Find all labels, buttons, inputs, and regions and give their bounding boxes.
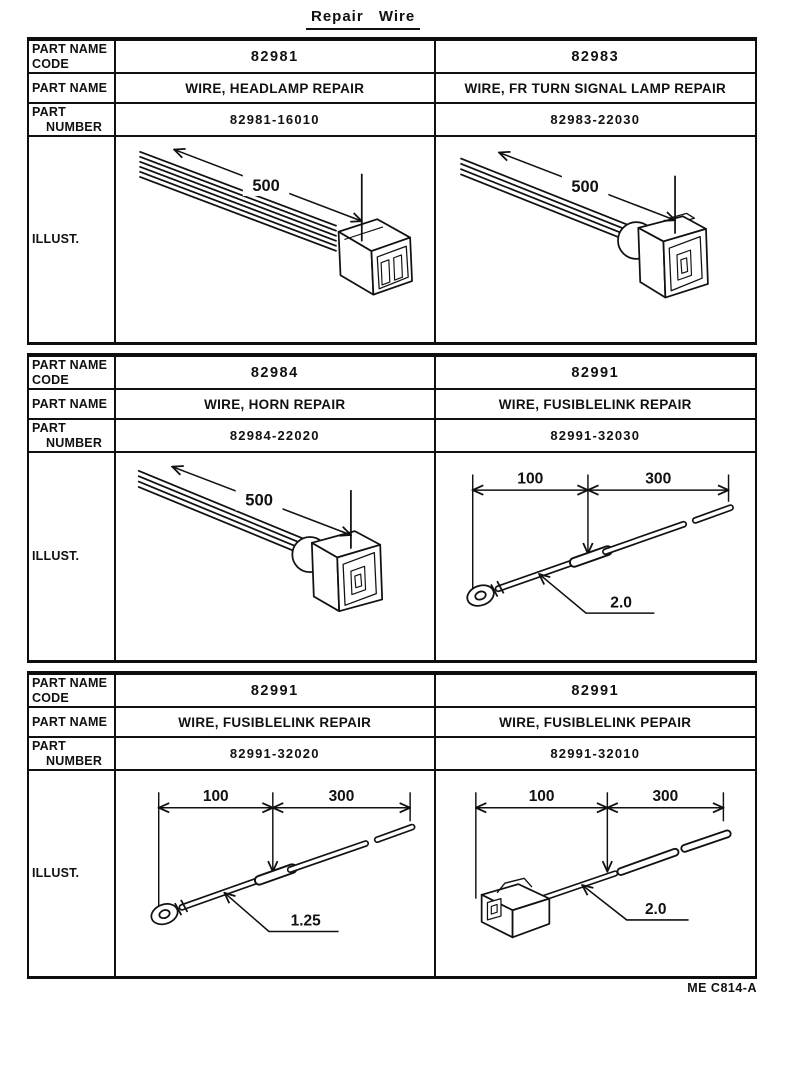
dimension-lines [475,788,723,808]
wire-drawing-headlamp [116,137,434,342]
connector [339,219,412,294]
dimension-lines [159,788,410,808]
gauge-leader [539,574,654,613]
wire-drawing-fusiblelink [436,453,756,660]
connector [481,878,549,937]
row-label-part-name-code [29,41,116,74]
dim-label-100: 100 [516,470,543,488]
row-label-part-name [29,708,116,738]
illustration-82981 [116,137,436,342]
part-name-code-82991-right: 82991 [436,675,756,708]
row-label-part-number [29,738,116,771]
part-number-82991-32020: 82991-32020 [116,738,436,771]
row-label-part-name-code [29,357,116,390]
dim-label-100: 100 [528,787,555,805]
row-label-line: PART [32,420,66,435]
wire-rod [498,508,730,589]
part-name-code-82984: 82984 [116,357,436,390]
row-label-line: PART NAME [32,396,108,411]
illustration-82983 [436,137,756,342]
part-number-82984-22020: 82984-22020 [116,420,436,453]
row-label-part-number [29,420,116,453]
row-label-line: CODE [32,691,69,705]
gauge-label: 2.0 [609,594,632,612]
dim-label-300: 300 [644,470,671,488]
row-label-line: PART [32,104,66,119]
row-label-line: PART [32,738,66,753]
illustration-82991-32030 [436,453,756,660]
part-name-fusiblelink-left: WIRE, FUSIBLELINK REPAIR [116,708,436,738]
gauge-label: 2.0 [644,901,666,919]
dimension-lines [472,470,728,490]
wire-drawing-fusiblelink-125 [116,771,434,976]
gauge-leader [224,893,338,932]
wire-drawing-turn-signal [436,137,756,342]
wire-rod [541,834,727,899]
drawing-code: ME C814-A [687,981,757,995]
gauge-label: 1.25 [290,912,321,930]
dim-label-300: 300 [651,787,678,805]
connector [617,213,707,297]
part-name-fusiblelink-right: WIRE, FUSIBLELINK PEPAIR [436,708,756,738]
ring-terminal [464,579,505,610]
row-label-line: PART NAME [32,676,108,690]
row-label-line: PART NAME [32,42,108,56]
page-title: Repair Wire [306,8,420,30]
extension-lines [159,792,410,910]
illustration-82991-32020 [116,771,436,976]
parts-table-2 [27,353,757,663]
row-label-line: PART NAME [32,80,108,95]
dim-label-500: 500 [245,490,273,510]
part-number-82991-32010: 82991-32010 [436,738,756,771]
dim-label-100: 100 [202,787,229,805]
part-name-code-82991: 82991 [436,357,756,390]
row-label-line: NUMBER [46,119,103,134]
part-name-horn: WIRE, HORN REPAIR [116,390,436,420]
part-name-headlamp: WIRE, HEADLAMP REPAIR [116,74,436,104]
dimension-500 [499,152,675,233]
ring-terminal [148,897,188,927]
wire-bundle [139,152,336,252]
wire-drawing-fusiblelink-plug [436,771,756,976]
illustration-82984 [116,453,436,660]
row-label-line: ILLUST. [32,866,80,880]
row-label-part-name [29,74,116,104]
row-label-line: CODE [32,57,69,71]
wire-drawing-horn [116,453,434,660]
row-label-illust [29,453,116,660]
part-name-fusiblelink: WIRE, FUSIBLELINK REPAIR [436,390,756,420]
part-number-82991-32030: 82991-32030 [436,420,756,453]
part-name-code-82991-left: 82991 [116,675,436,708]
part-name-turn-signal: WIRE, FR TURN SIGNAL LAMP REPAIR [436,74,756,104]
row-label-line: NUMBER [46,435,103,450]
dim-label-500: 500 [252,177,280,196]
row-label-illust [29,771,116,976]
part-number-82981-16010: 82981-16010 [116,104,436,137]
row-label-line: PART NAME [32,358,108,372]
parts-table-3 [27,671,757,979]
row-label-line: ILLUST. [32,232,80,246]
row-label-line: CODE [32,373,69,387]
wire-bundle [138,471,304,555]
row-label-line: NUMBER [46,753,103,768]
extension-lines [472,474,728,591]
connector [292,531,382,611]
part-name-code-82981: 82981 [116,41,436,74]
row-label-line: PART NAME [32,714,108,729]
dim-label-500: 500 [570,178,599,197]
part-number-82983-22030: 82983-22030 [436,104,756,137]
parts-table-1 [27,37,757,345]
dimension-500 [172,467,351,549]
illustration-82991-32010 [436,771,756,976]
gauge-leader [582,885,688,920]
row-label-illust [29,137,116,342]
row-label-part-name [29,390,116,420]
dim-label-300: 300 [328,787,355,805]
row-label-part-name-code [29,675,116,708]
row-label-part-number [29,104,116,137]
part-name-code-82983: 82983 [436,41,756,74]
row-label-line: ILLUST. [32,549,80,563]
wire-rod [182,827,412,907]
